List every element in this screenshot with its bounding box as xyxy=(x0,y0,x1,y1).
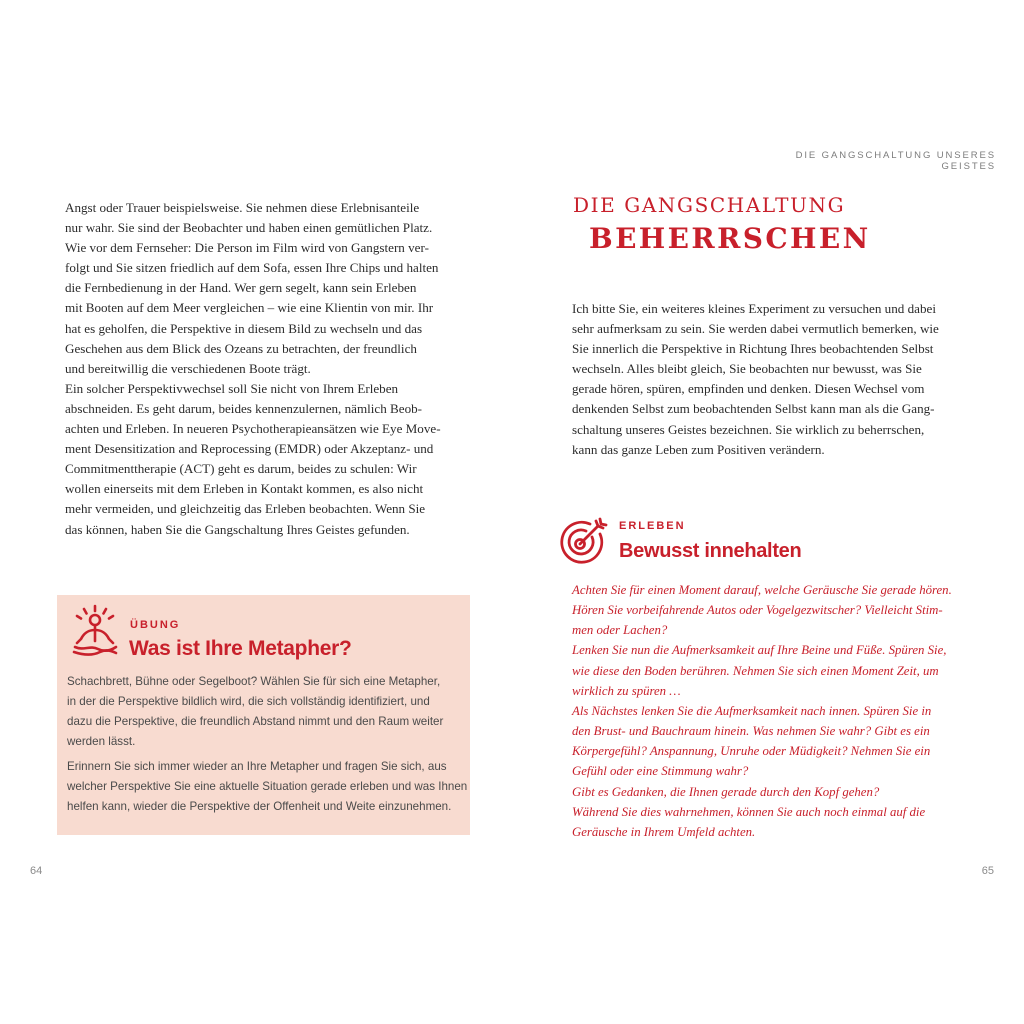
left-page-body xyxy=(65,198,455,540)
right-page-body xyxy=(572,299,962,460)
exercise-line: werden lässt. xyxy=(67,735,136,748)
body-line: das können, haben Sie die Gangschaltung Ihres Geistes gefunden. xyxy=(65,521,410,537)
body-line: gerade hören, spüren, empfinden und denken. Diesen Wechsel vom xyxy=(572,381,925,397)
exercise-line: Erinnern Sie sich immer wieder an Ihre Metapher und fragen Sie sich, aus xyxy=(67,760,447,773)
body-line: achten und Erleben. In neueren Psychotherapieansätzen wie Eye Move- xyxy=(65,421,441,437)
body-line: kann das ganze Leben zum Positiven verändern. xyxy=(572,441,825,457)
target-dart-icon xyxy=(556,516,608,568)
experience-line: Achten Sie für einen Moment darauf, welche Geräusche Sie gerade hören. xyxy=(572,583,952,597)
body-line: Commitmenttherapie (ACT) geht es darum, beides zu schulen: Wir xyxy=(65,461,417,477)
body-line: mehr vermeiden, und gleichzeitig das Erleben beobachten. Wenn Sie xyxy=(65,501,426,517)
body-line: ment Desensitization and Reprocessing (EMDR) oder Akzeptanz- und xyxy=(65,441,434,457)
experience-line: men oder Lachen? xyxy=(572,623,668,638)
body-line: schaltung unseres Geistes bezeichnen. Sie wirklich zu beherrschen, xyxy=(572,421,925,437)
body-line: sehr aufmerksam zu sein. Sie werden dabei vermutlich bemerken, wie xyxy=(572,321,939,337)
body-line: nur wahr. Sie sind der Beobachter und haben einen gemütlichen Platz. xyxy=(65,220,433,236)
body-line: hat es geholfen, die Perspektive in diesem Bild zu wechseln und das xyxy=(65,320,423,336)
body-line: Geschehen aus dem Blick des Ozeans zu betrachten, der freundlich xyxy=(65,340,417,356)
body-line: folgt und Sie sitzen friedlich auf dem Sofa, essen Ihre Chips und halten xyxy=(65,260,439,276)
body-line: und bereitwillig die verschiedenen Boote trägt. xyxy=(65,360,311,376)
experience-line: Als Nächstes lenken Sie die Aufmerksamkeit nach innen. Spüren Sie in xyxy=(572,703,932,718)
experience-title: Bewusst innehalten xyxy=(619,540,802,562)
exercise-title: Was ist Ihre Metapher? xyxy=(129,637,352,660)
exercise-line: helfen kann, wieder die Perspektive der Offenheit und Weite einzunehmen. xyxy=(67,800,452,813)
chapter-heading-line2: BEHERRSCHEN xyxy=(589,222,871,255)
exercise-line: Schachbrett, Bühne oder Segelboot? Wählen Sie für sich eine Metapher, xyxy=(67,675,441,688)
body-line: Ich bitte Sie, ein weiteres kleines Experiment zu versuchen und dabei xyxy=(572,301,936,316)
exercise-text xyxy=(67,672,468,817)
meditation-figure-icon xyxy=(66,603,124,661)
running-head: DIE GANGSCHALTUNG UNSERES GEISTES xyxy=(795,150,996,172)
experience-line: den Brust- und Bauchraum hinein. Was nehmen Sie wahr? Gibt es ein xyxy=(572,724,930,739)
body-line: Sie innerlich die Perspektive in Richtung Ihres beobachtenden Selbst xyxy=(572,341,934,357)
body-line: Ein solcher Perspektivwechsel soll Sie nicht von Ihrem Erleben xyxy=(65,380,399,396)
experience-line: Lenken Sie nun die Aufmerksamkeit auf Ihre Beine und Füße. Spüren Sie, xyxy=(572,643,947,658)
body-line: wollen einerseits mit dem Erleben in Kontakt kommen, es also nicht xyxy=(65,481,424,497)
experience-line: wirklich zu spüren … xyxy=(572,683,681,698)
experience-text xyxy=(572,580,967,842)
experience-line: wie diese den Boden berühren. Nehmen Sie sich einen Moment Zeit, um xyxy=(572,663,939,678)
body-line: die Fernbedienung in der Hand. Wer gern segelt, kann sein Erleben xyxy=(65,280,417,296)
exercise-line: dazu die Perspektive, die freundlich Abstand nimmt und den Raum weiter xyxy=(67,715,444,728)
body-line: abschneiden. Es geht darum, beides kennenzulernen, nämlich Beob- xyxy=(65,400,423,416)
experience-line: Körpergefühl? Anspannung, Unruhe oder Müdigkeit? Nehmen Sie ein xyxy=(572,744,931,759)
page-number-left: 64 xyxy=(30,865,43,877)
experience-line: Geräusche in Ihrem Umfeld achten. xyxy=(572,824,756,839)
body-line: Wie vor dem Fernseher: Die Person im Film wird von Gangstern ver- xyxy=(65,240,429,256)
page-number-right: 65 xyxy=(981,865,994,877)
experience-line: Hören Sie vorbeifahrende Autos oder Vogelgezwitscher? Vielleicht Stim- xyxy=(572,603,943,618)
exercise-line: in der die Perspektive bildlich wird, die sich vollständig identifiziert, und xyxy=(67,695,430,708)
body-line: wechseln. Alles bleibt gleich, Sie beobachten nur bewusst, was Sie xyxy=(572,361,922,377)
exercise-label: ÜBUNG xyxy=(130,619,181,631)
experience-line: Während Sie dies wahrnehmen, können Sie auch noch einmal auf die xyxy=(572,804,926,819)
body-line: Angst oder Trauer beispielsweise. Sie nehmen diese Erlebnisanteile xyxy=(65,200,420,215)
exercise-line: welcher Perspektive Sie eine aktuelle Situation gerade erleben und was Ihnen xyxy=(67,780,468,793)
experience-label: ERLEBEN xyxy=(619,520,686,532)
body-line: denkenden Selbst zum beobachtenden Selbst kann man als die Gang- xyxy=(572,401,935,417)
body-line: mit Booten auf dem Meer vergleichen – wie eine Klientin von mir. Ihr xyxy=(65,300,434,316)
experience-line: Gefühl oder eine Stimmung wahr? xyxy=(572,764,749,779)
experience-line: Gibt es Gedanken, die Ihnen gerade durch den Kopf gehen? xyxy=(572,784,880,799)
chapter-heading-line1: DIE GANGSCHALTUNG xyxy=(573,193,846,217)
